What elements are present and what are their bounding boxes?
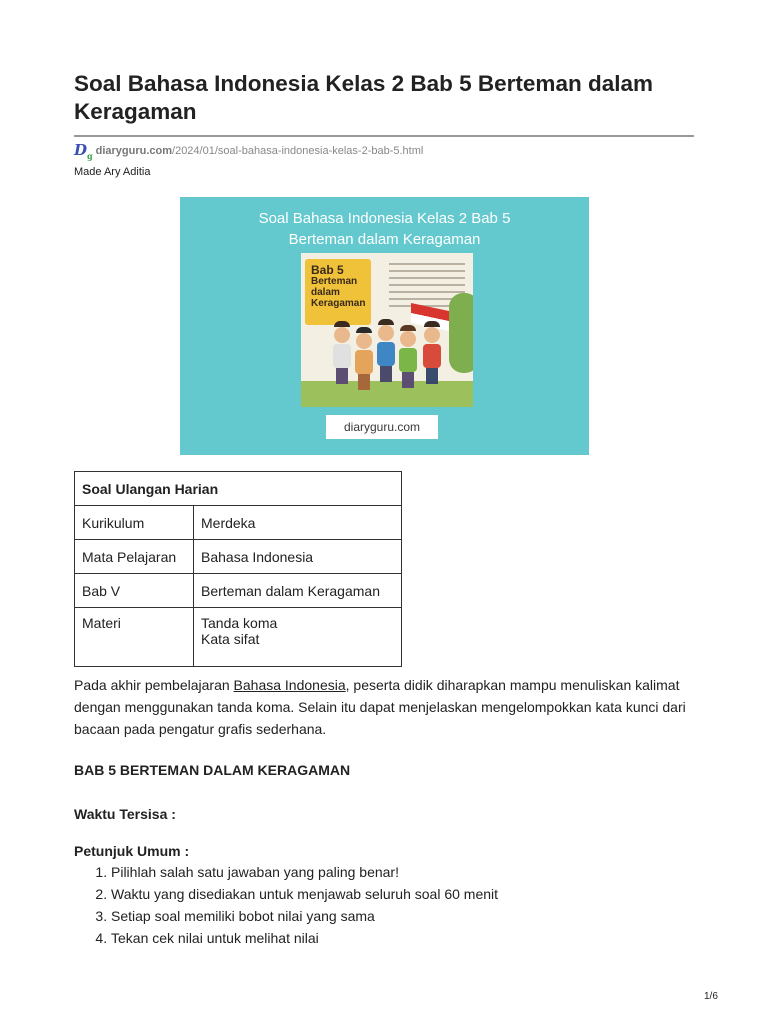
- source-url[interactable]: [74, 141, 423, 161]
- cover-line3: dalam: [311, 287, 340, 298]
- table-key: Mata Pelajaran: [75, 540, 194, 574]
- instructions-heading: Petunjuk Umum :: [74, 843, 190, 859]
- table-row: [75, 574, 402, 608]
- table-header: Soal Ulangan Harian: [75, 472, 402, 506]
- table-value: [194, 608, 402, 667]
- banner-title-line1: Soal Bahasa Indonesia Kelas 2 Bab 5: [258, 210, 511, 227]
- info-table: [74, 471, 402, 667]
- author: Made Ary Aditia: [74, 166, 151, 178]
- diaryguru-logo-icon: $D_g$: [74, 141, 93, 161]
- grass-illustration: [301, 381, 473, 407]
- tree-illustration: [449, 293, 473, 373]
- cover-line2: Berteman: [311, 276, 358, 287]
- table-value: Merdeka: [194, 506, 402, 540]
- title-divider: [74, 135, 694, 137]
- table-row: [75, 608, 402, 667]
- child-illustration: [399, 325, 417, 388]
- cover-line1: Bab 5: [311, 263, 344, 277]
- list-item: 1. Pilihlah salah satu jawaban yang paling benar!: [111, 861, 498, 883]
- instructions-list: [74, 861, 498, 949]
- child-illustration: [333, 321, 351, 384]
- table-row: [75, 540, 402, 574]
- child-illustration: [377, 319, 395, 382]
- page-number: 1/6: [704, 991, 718, 1002]
- cover-title: [311, 265, 365, 309]
- table-key: Kurikulum: [75, 506, 194, 540]
- intro-text: Pada akhir pembelajaran: [74, 677, 234, 693]
- list-item: 2. Waktu yang disediakan untuk menjawab seluruh soal 60 menit: [111, 883, 498, 905]
- source-domain[interactable]: diaryguru.com: [95, 145, 173, 157]
- list-item: 3. Setiap soal memiliki bobot nilai yang sama: [111, 905, 498, 927]
- intro-text: , peserta didik diharapkan mampu menuliskan kalimat dengan menggunakan tanda koma. Selain itu dapat menjelaskan mengelompokkan kata kunci dari bacaan pada pengatur grafis sederhana.: [74, 677, 686, 737]
- list-item: 4. Tekan cek nilai untuk melihat nilai: [111, 927, 498, 949]
- child-illustration: [355, 327, 373, 390]
- table-value: Bahasa Indonesia: [194, 540, 402, 574]
- table-value: Berteman dalam Keragaman: [194, 574, 402, 608]
- table-value-line: Tanda koma: [201, 615, 278, 631]
- child-illustration: [423, 321, 441, 384]
- time-remaining-label: Waktu Tersisa :: [74, 806, 176, 822]
- banner-title-line2: Berteman dalam Keragaman: [288, 231, 481, 248]
- source-path[interactable]: /2024/01/soal-bahasa-indonesia-kelas-2-bab-5.html: [172, 145, 424, 157]
- table-row: [75, 506, 402, 540]
- book-cover-illustration: [301, 253, 473, 407]
- featured-image: [180, 197, 589, 455]
- banner-title: [180, 208, 589, 250]
- table-value-line: Kata sifat: [201, 631, 260, 647]
- chapter-heading: BAB 5 BERTEMAN DALAM KERAGAMAN: [74, 762, 351, 778]
- cover-line4: Keragaman: [311, 298, 366, 309]
- table-key: Bab V: [75, 574, 194, 608]
- page-title: Soal Bahasa Indonesia Kelas 2 Bab 5 Berteman dalam Keragaman: [74, 71, 653, 124]
- banner-brand: diaryguru.com: [326, 415, 438, 439]
- bahasa-indonesia-link[interactable]: Bahasa Indonesia: [233, 677, 346, 693]
- table-key: Materi: [75, 608, 194, 667]
- intro-paragraph: [74, 674, 694, 740]
